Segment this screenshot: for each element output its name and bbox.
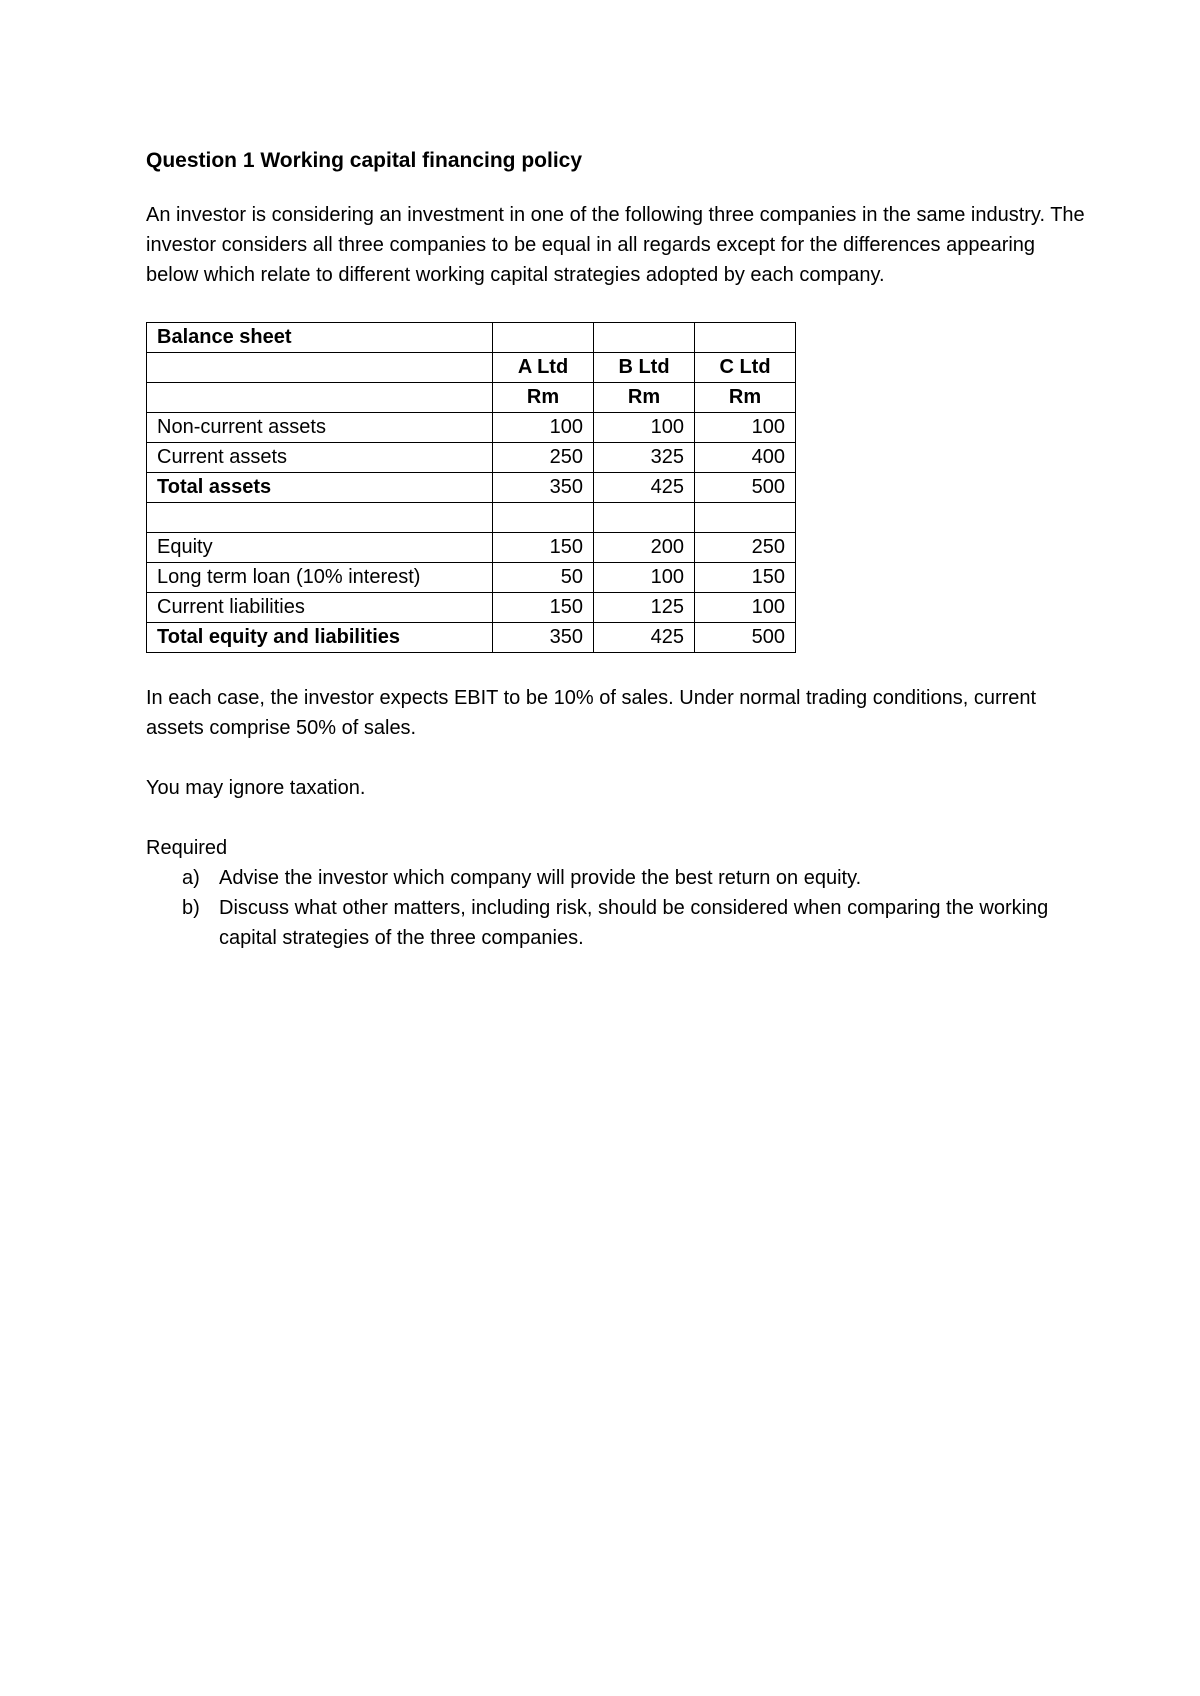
cell-value: 500 — [695, 623, 796, 653]
cell-value: 400 — [695, 443, 796, 473]
balance-sheet-table — [146, 322, 796, 653]
cell-value: 50 — [493, 563, 594, 593]
table-row — [147, 593, 796, 623]
cell-value: 100 — [594, 413, 695, 443]
cell-value: 150 — [493, 593, 594, 623]
cell-value: 350 — [493, 473, 594, 503]
list-item — [146, 863, 1086, 893]
cell-value: 350 — [493, 623, 594, 653]
tax-note: You may ignore taxation. — [146, 777, 366, 799]
list-marker: a) — [182, 867, 200, 889]
list-item-text: Advise the investor which company will provide the best return on equity. — [219, 867, 862, 889]
company-header: B Ltd — [594, 353, 695, 383]
table-row — [147, 533, 796, 563]
company-header-row — [147, 353, 796, 383]
cell-value: 500 — [695, 473, 796, 503]
question-title: Question 1 Working capital financing policy — [146, 149, 583, 172]
document-page — [146, 136, 1086, 953]
list-item — [146, 893, 1086, 953]
cell-value: 125 — [594, 593, 695, 623]
company-header: C Ltd — [695, 353, 796, 383]
row-label: Current assets — [147, 443, 493, 473]
required-list — [146, 863, 1086, 953]
row-label: Non-current assets — [147, 413, 493, 443]
spacer-row — [147, 503, 796, 533]
cell-value: 250 — [493, 443, 594, 473]
table-row — [147, 413, 796, 443]
table-caption-row — [147, 323, 796, 353]
unit-label: Rm — [695, 383, 796, 413]
cell-value: 100 — [695, 593, 796, 623]
list-item-text: Discuss what other matters, including risk, should be considered when comparing the working capital strategies of the three companies. — [219, 897, 1049, 949]
row-label: Long term loan (10% interest) — [147, 563, 493, 593]
cell-value: 425 — [594, 623, 695, 653]
assumptions-paragraph: In each case, the investor expects EBIT to be 10% of sales. Under normal trading conditions, current assets comprise 50% of sales. — [146, 687, 1037, 739]
table-caption: Balance sheet — [147, 323, 493, 353]
unit-label: Rm — [493, 383, 594, 413]
units-row — [147, 383, 796, 413]
table-row-total — [147, 623, 796, 653]
row-label: Current liabilities — [147, 593, 493, 623]
cell-value: 100 — [695, 413, 796, 443]
unit-label: Rm — [594, 383, 695, 413]
cell-value: 150 — [695, 563, 796, 593]
intro-paragraph: An investor is considering an investment in one of the following three companies in the same industry. The investor considers all three companies to be equal in all regards except for the differences appearing below which relate to different working capital strategies adopted by each company. — [146, 204, 1085, 286]
cell-value: 200 — [594, 533, 695, 563]
row-label: Total assets — [147, 473, 493, 503]
required-heading: Required — [146, 837, 228, 859]
table-row — [147, 443, 796, 473]
cell-value: 100 — [493, 413, 594, 443]
row-label: Equity — [147, 533, 493, 563]
cell-value: 150 — [493, 533, 594, 563]
cell-value: 425 — [594, 473, 695, 503]
list-marker: b) — [182, 897, 200, 919]
cell-value: 325 — [594, 443, 695, 473]
table-row-total — [147, 473, 796, 503]
company-header: A Ltd — [493, 353, 594, 383]
row-label: Total equity and liabilities — [147, 623, 493, 653]
cell-value: 100 — [594, 563, 695, 593]
cell-value: 250 — [695, 533, 796, 563]
table-row — [147, 563, 796, 593]
